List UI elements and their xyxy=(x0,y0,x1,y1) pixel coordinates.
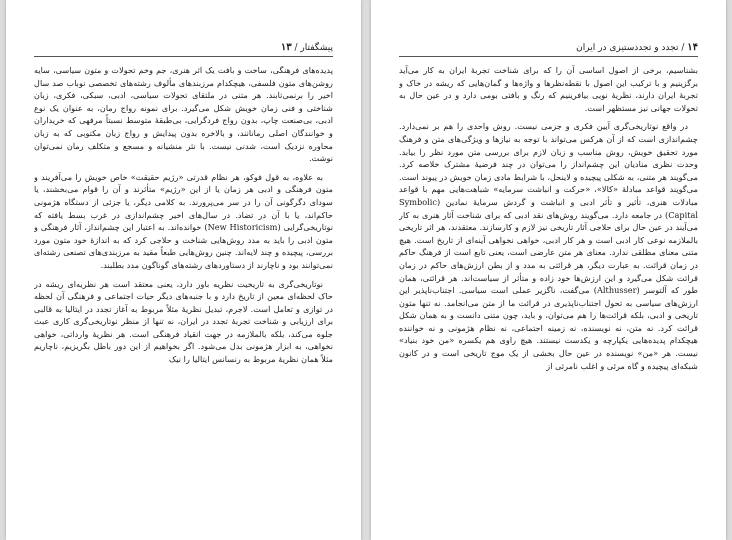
header-separator: / xyxy=(291,43,298,53)
left-page-header xyxy=(34,42,333,57)
left-running-title xyxy=(281,42,333,53)
paragraph: بشناسیم، برخی از اصول اساسی آن را که برای شناخت تجربهٔ ایران به کار می‌آید برگزینیم و با ترکیب این اصول با نقطه‌نظرها و واژه‌ها و گمان‌هایی که ریشه در خاک و تجربهٔ ایران دارند، نظریهٔ نویی بیافرینیم که رنگ و بافتی بومی دارد و در عین حال به تحولات جهانی نیز مستظهر است. xyxy=(399,65,698,113)
paragraph: نوتاریخی‌گری به تاریخیت نظریه باور دارد، یعنی معتقد است هر نظریه‌ای ریشه در حاک لحظه‌ای معین از تاریخ دارد و با جنبه‌های دیگر حیات اجتماعی و فرهنگی آن لحظه در توازی و تعامل است. لاجرم، تبدیل نظریهٔ مثلاً مربوط به آغاز تجدد در ایتالیا به قالبی برای ارزیابی و شناخت تجربهٔ تجدد در ایران، نه تنها از منظر نوتاریخی‌گری کاری عبث جلوه می‌کند، بلکه بالملازمه در جهت انقیاد فرهنگی است. هر نظریهٔ وارداتی، خواهی نخواهی، به ابزار هژمونی بدل می‌شود. اگر بخواهیم از این دور باطل بگریزیم، ناچاریم مثلاً همان نظریهٔ مربوط به رنسانس ایتالیا را نیک xyxy=(34,278,333,365)
right-page-body xyxy=(399,64,698,528)
left-page-number: ۱۳ xyxy=(280,42,292,53)
paragraph: پدیده‌های فرهنگی، ساخت و بافت یک اثر هنری، جم وخم تحولات و متون سیاسی، سایه روشن‌های متون فلسفی، هیچکدام مرزبندهای مألوف رشته‌های تخصصی نوباب صد سال اخیر را برنمی‌تابند. هر متنی در ملتقای تحولات سیاسی، ادبی، سبکی، فکری، زبان شناختی و فنی زمان خویش شکل می‌گیرد. برای نمونه رواج رمان، به عنوان یک نوع ادبی، بی‌صنعت چاپ، بدون رواج فردگرایی، بی‌طبقهٔ متوسط نسبتاً مرفهی که خریداران و خوانندگان اصلی رمانانند، و بالاخره بدون پیدایش و رواج زبان مکتوبی که به زبان محاوره نزدیک است، شدنی نیست. با نثر منشیانه و مسجع و متکلف رمان نمی‌توان نوشت. xyxy=(34,65,333,164)
left-page xyxy=(6,0,361,540)
right-page-number: ۱۴ xyxy=(687,42,698,53)
right-running-title xyxy=(576,42,698,53)
right-page xyxy=(371,0,726,540)
paragraph: به علاوه، به قول فوکو، هر نظام قدرتی «رژیم حقیقت» خاص خویش را می‌آفریند و متون فرهنگی و ادبی هر زمان یا از این «رژیم» متأثرند و آن را قوام می‌بخشند، یا سودای دگرگونی آن را در سر می‌پرورند. به کلامی دیگر، یا جزئی از دستگاه هژمونی حاکم‌اند، یا با آن در تضاد. در سال‌های اخیر چشم‌اندازی در غرب بسط یافته که نوتاریخی‌گرایی (New Historicism) خوانده‌اند. به اعتبار این چشم‌انداز، آثار فرهنگی و متون ادبی را باید به مدد روش‌هایی شناخت و حلاجی کرد که به اندازهٔ خود متون مورد بررسی، پیچیده و چند لایه‌اند. چنین روش‌هایی طبعاً مقید به مرزبندی‌های تصنعی رشته‌ای نمی‌توانند بود و ناچارند از دستاوردهای رشته‌های گوناگون مدد بطلبند. xyxy=(34,171,333,270)
right-page-header xyxy=(399,42,698,57)
paragraph: در واقع نوتاریخی‌گری آیین فکری و جزمی نیست. روش واحدی را هم بر نمی‌دارد. چشم‌اندازی است که از آن هرکس می‌تواند با توجه به نیازها و ویژگی‌های متن و فرهنگ مورد تحقیق خویش، روش مناسب و زبان لازم برای بررسی متن مورد نظر را بیابد. وحدت نظری منادیان این چشم‌انداز را می‌توان در چند فرضیهٔ مشترک خلاصه کرد. می‌گویند هر متنی، به شکلی پیچیده و لاینحل، با شرایط مادی زمان خویش در پیوند است. می‌گویند قواعد مبادلهٔ «کالا»، «حرکت و انباشت سرمایه» شباهت‌هایی مهم با قواعد مبادلات هنری، تأثیر و تأثر ادبی و انباشت و گردش سرمایهٔ نمادین (Symbolic Capital) در جامعه دارد. می‌گویند روش‌های نقد ادبی که برای شناخت آثار هنری به کار می‌آیند در عین حال برای حلاجی آثار تاریخی نیز لازم و کارسازند. معتقدند، هر اثر تاریخی بالملازمه نوعی کار ادبی است و هر کار ادبی، خواهی نخواهی آینه‌ای از تاریخ است. هیچ متنی معنای مطلقی ندارد. معنای هر متن عارضی است، یعنی تابع است از فرهنگ حاکم در زمان قرائت. به عبارت دیگر، هر قرائتی به مدد و از بطن ارزش‌های حاکم در زمان قرائت شکل می‌گیرد و این ارزش‌ها خود زاده و متأثر از سیاست‌اند. هر قرائتی، همان طور که آلتوسر (Althusser) می‌گفت، ناگزیر عملی است سیاسی. اجتناب‌ناپذیر این ارزش‌های سیاسی به تحول اجتناب‌ناپذیری در قرائت ما از متن می‌انجامد. نه تنها متون تاریخی و ادبی، بلکه قرائت‌ها را هم می‌توان، و باید، چون متنی دانست و به همان شکل قرائت کرد. نه متن، نه نویسنده، نه زمینه اجتماعی، نه نظام هژمونی و نه خواننده هیچکدام پدیده‌هایی یکپارچه و یکدست نیستند. هیچ راوی هم یکسره «من خود بنیاد» نیست. هر «من» نویسنده در عین حال بخشی از یک موج تاریخی است و در کانون شبکه‌ای پیچیده و گاه مرئی و اغلب نامرئی از xyxy=(399,121,698,371)
left-section-title: پیشگفتار xyxy=(300,43,333,53)
header-separator: / xyxy=(678,43,685,53)
right-book-title: تجدد و تجددستیزی در ایران xyxy=(576,43,679,53)
left-page-body xyxy=(34,64,333,528)
